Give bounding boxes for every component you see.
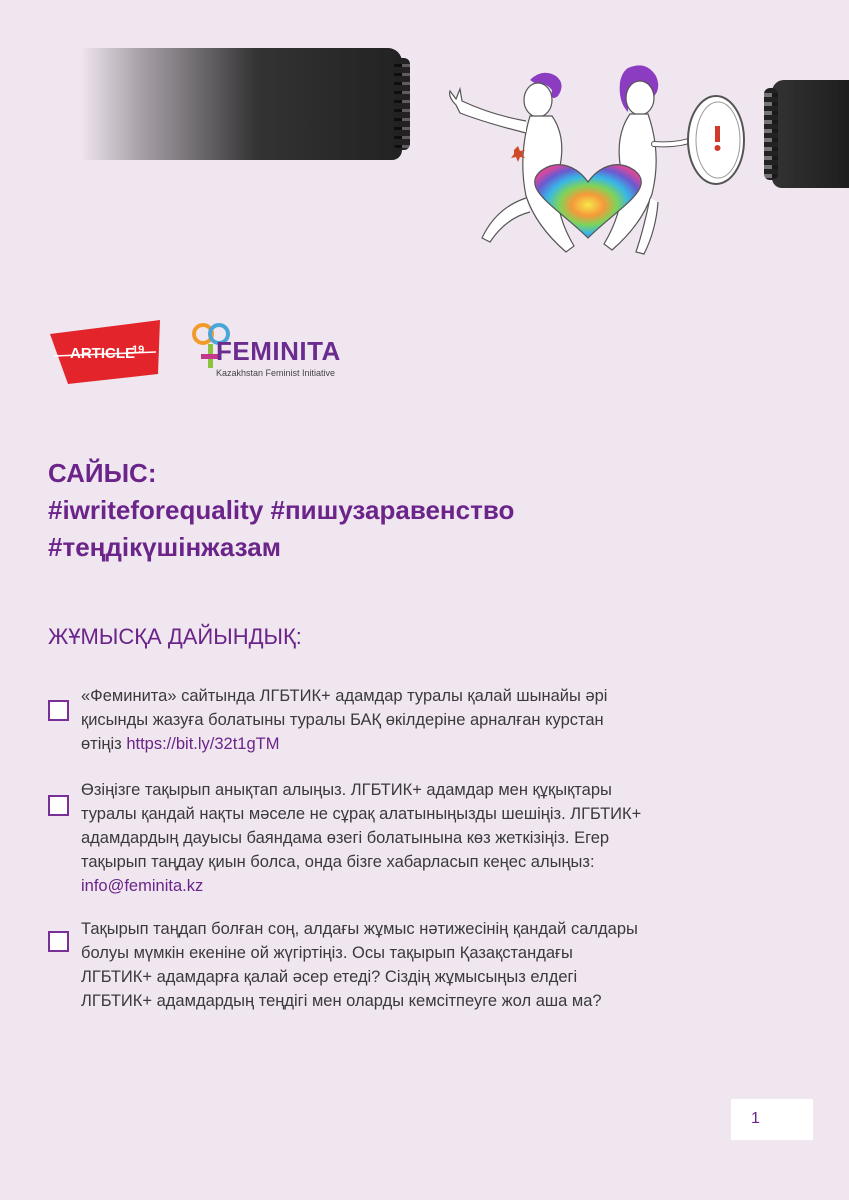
checklist-item-1-text [81, 684, 721, 756]
feminita-logo-subtitle: Kazakhstan Feminist Initiative [216, 368, 336, 378]
two-women-heart-illustration [418, 58, 758, 268]
contact-email[interactable]: info@feminita.kz [81, 877, 204, 895]
page-number-box [731, 1099, 813, 1140]
item-3-line-2: болуы мүмкін екеніне ой жүгіртіңіз. Осы тақырып Қазақстандағы [81, 944, 573, 962]
item-2-line-2: туралы қандай нақты мәселе не сұрақ алатыныңызды шешіңіз. ЛГБТИК+ [81, 805, 642, 823]
item-2-line-1: Өзіңізге тақырып анықтап алыңыз. ЛГБТИК+ адамдар мен құқықтары [81, 781, 612, 799]
item-1-line-2: қисынды жазуға болатыны туралы БАҚ өкілдеріне арналған курстан [81, 711, 604, 729]
checklist-item-3 [48, 917, 748, 1017]
preparation-heading: ЖҰМЫСҚА ДАЙЫНДЫҚ: [48, 624, 302, 649]
feminita-logo [190, 322, 340, 384]
item-1-line-1: «Феминита» сайтында ЛГБТИК+ адамдар туралы қалай шынайы әрі [81, 687, 608, 705]
title-line-1: САЙЫС: [48, 458, 157, 488]
brush-stroke-left [80, 48, 402, 160]
checklist-item-1 [48, 684, 748, 764]
article-logo-number: 19 [132, 344, 145, 356]
title-line-2: #iwriteforequality #пишузаравенство [48, 495, 515, 525]
checklist-item-2-text [81, 778, 721, 898]
checklist-item-2 [48, 778, 748, 900]
item-2-line-3: адамдардың дауысы баяндама өзегі болатынына көз жеткізіңіз. Егер [81, 829, 610, 847]
checkbox-2[interactable] [48, 795, 69, 816]
article-logo-text: ARTICLE [70, 345, 135, 362]
brush-stroke-right [772, 80, 849, 188]
contest-title [48, 455, 808, 566]
item-3-line-3: ЛГБТИК+ адамдарға қалай әсер етеді? Сіздің жұмысыңыз елдегі [81, 968, 578, 986]
checkbox-3[interactable] [48, 931, 69, 952]
course-link[interactable]: https://bit.ly/32t1gTM [126, 735, 280, 753]
item-3-line-4: ЛГБТИК+ адамдардың теңдігі мен оларды кемсітпеуге жол аша ма? [81, 992, 602, 1010]
item-2-line-4: тақырып таңдау қиын болса, онда бізге хабарласып кеңес алыңыз: [81, 853, 595, 871]
checkbox-1[interactable] [48, 700, 69, 721]
article19-logo [48, 318, 162, 386]
item-3-line-1: Тақырып таңдап болған соң, алдағы жұмыс нәтижесінің қандай салдары [81, 920, 638, 938]
feminita-logo-text: FEMINITA [216, 336, 341, 366]
item-1-line-3: өтіңіз [81, 735, 127, 753]
page-number: 1 [751, 1110, 760, 1127]
checklist-item-3-text [81, 917, 721, 1013]
title-line-3: #теңдікүшінжазам [48, 532, 281, 562]
